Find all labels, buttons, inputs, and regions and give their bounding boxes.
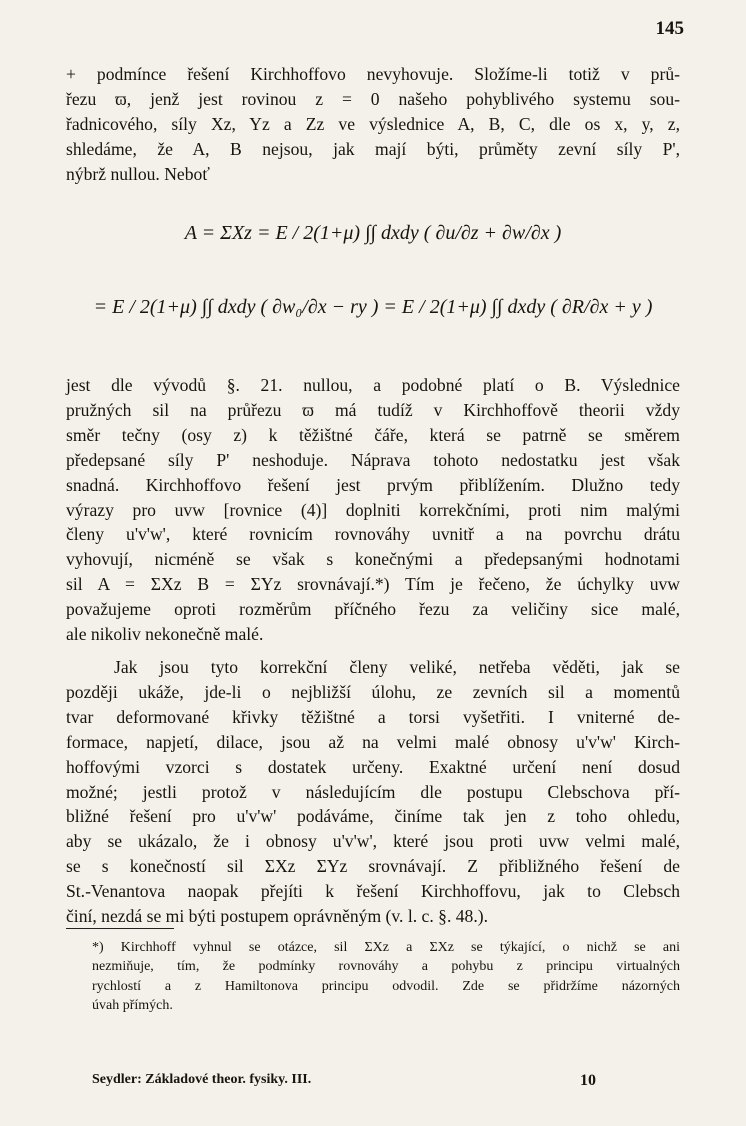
text-line: pružných sil na průřezu ϖ má tudíž v Kirchhoffově theorii vždy: [66, 399, 680, 420]
formula-2: = E / 2(1+μ) ∫∫ dxdy ( ∂w₀/∂x − ry ) = E / 2(1+μ) ∫∫ dxdy ( ∂R/∂x + y ): [93, 296, 653, 318]
text-line: později ukáže, jde-li o nejbližší úlohu, ze zevních sil a momentů: [66, 681, 680, 702]
text-line: nýbrž nullou. Neboť: [66, 163, 210, 184]
text-line: řadnicového, síly Xz, Yz a Zz ve výslednice A, B, C, dle os x, y, z,: [66, 113, 680, 134]
text-line: považujeme oproti rozměrům příčného řezu za veličiny sice malé,: [66, 599, 680, 620]
text-line: hoffovými vzorci s dostatek určeny. Exaktné určení není dosud: [66, 756, 680, 777]
text-line: výrazy pro uvw [rovnice (4)] doplniti korrekčními, proti nim malými: [66, 499, 680, 520]
footnote-line: *) Kirchhoff vyhnul se otázce, sil ΣXz a ΣXz se týkající, o nichž se ani: [92, 940, 680, 955]
text-line: ale nikoliv nekonečně malé.: [66, 624, 264, 645]
text-line: shledáme, že A, B nejsou, jak mají býti, průměty zevní síly P',: [66, 138, 680, 159]
text-line: snadná. Kirchhoffovo řešení jest prvým přiblížením. Dlužno tedy: [66, 474, 680, 495]
text-line: Jak jsou tyto korrekční členy veliké, netřeba věděti, jak se: [114, 657, 680, 677]
text-line: aby se ukázalo, že i obnosy u'v'w', které jsou proti uvw velmi malé,: [66, 831, 680, 852]
text-line: bližné řešení pro u'v'w' podáváme, činíme tak jen z toho ohledu,: [66, 806, 680, 827]
footnote: [92, 938, 680, 1015]
text-line: vyhovují, nicméně se však s konečnými a předepsanými hodnotami: [66, 549, 680, 570]
text-line: formace, napjetí, dilace, jsou až na velmi malé obnosy u'v'w' Kirch-: [66, 731, 680, 752]
text-line: + podmínce řešení Kirchhoffovo nevyhovuje. Složíme-li totiž v prů-: [66, 64, 680, 84]
footer-title: Seydler: Základové theor. fysiky. III.: [92, 1072, 312, 1087]
text-line: možné; jestli protož v následujícím dle postupu Clebschova pří-: [66, 781, 680, 802]
footnote-line: rychlostí a z Hamiltonova principu odvodil. Zde se přidržíme názorných: [92, 978, 680, 994]
paragraph-3: [66, 655, 680, 929]
text-line: členy u'v'w', které rovnicím rovnováhy uvnitř a na povrchu drátu: [66, 524, 680, 545]
paragraph-2: [66, 373, 680, 647]
footnote-divider: [66, 928, 174, 929]
text-line: jest dle vývodů §. 21. nullou, a podobné platí o B. Výslednice: [66, 375, 680, 395]
page-footer: [92, 1072, 596, 1090]
text-line: směr tečny (osy z) k těžištné čáře, která se patrně se směrem: [66, 424, 680, 445]
text-line: řezu ϖ, jenž jest rovinou z = 0 našeho pohyblivého systemu sou-: [66, 88, 680, 109]
text-line: St.-Venantova naopak přejíti k řešení Kirchhoffovu, jak to Clebsch: [66, 881, 680, 902]
text-line: sil A = ΣXz B = ΣYz srovnávají.*) Tím je řečeno, že úchylky uvw: [66, 574, 680, 595]
footnote-line: nezmiňuje, tím, že podmínky rovnováhy a pohybu z principu virtualných: [92, 959, 680, 975]
paragraph-1: [66, 62, 680, 187]
page-number: 145: [655, 18, 684, 39]
footnote-line: úvah přímých.: [92, 997, 173, 1013]
text-line: činí, nezdá se mi býti postupem oprávněným (v. l. c. §. 48.).: [66, 906, 488, 927]
formula-1: A = ΣXz = E / 2(1+μ) ∫∫ dxdy ( ∂u/∂z + ∂w/∂x ): [184, 222, 562, 244]
text-line: tvar deformované křivky těžištné a torsi vyšetřiti. I vniterné de-: [66, 706, 680, 727]
signature-mark: 10: [580, 1072, 596, 1089]
text-line: předepsané síly P' neshoduje. Náprava tohoto nedostatku jest však: [66, 449, 680, 470]
text-line: se s konečností sil ΣXz ΣYz srovnávají. Z přibližného řešení de: [66, 856, 680, 877]
